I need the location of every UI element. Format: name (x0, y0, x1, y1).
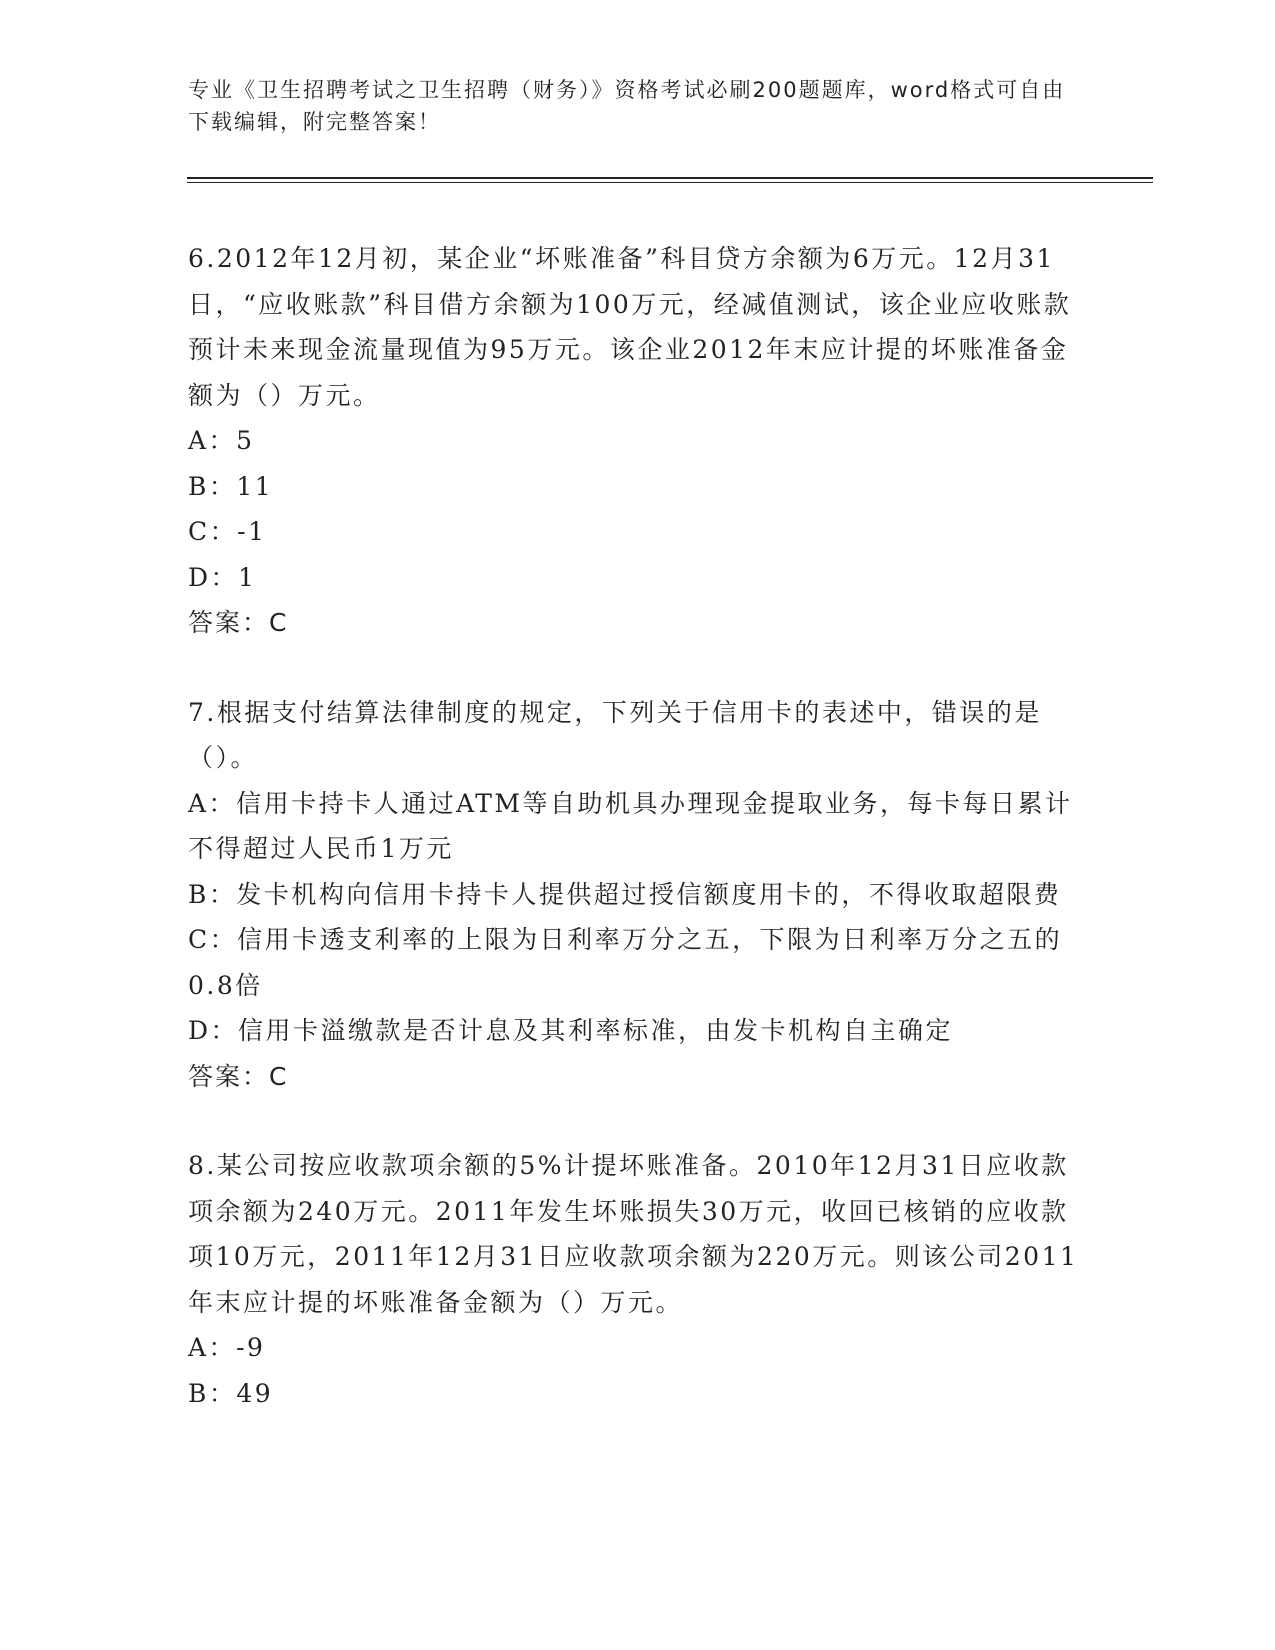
option-key: C： (188, 925, 238, 954)
option-text: -9 (236, 1333, 266, 1362)
question-list (188, 236, 1088, 1460)
option-key: A： (188, 426, 237, 455)
option-text: 信用卡持卡人通过ATM等自助机具办理现金提取业务，每卡每日累计不得超过人民币1万元 (188, 788, 1073, 863)
option-text: 1 (238, 562, 257, 592)
question-7 (188, 690, 1088, 1100)
option-text: 5 (236, 426, 255, 455)
option-b (188, 872, 1088, 918)
option-text: 信用卡透支利率的上限为日利率万分之五，下限为日利率万分之五的0.8倍 (188, 925, 1063, 1000)
question-stem: 7.根据支付结算法律制度的规定，下列关于信用卡的表述中，错误的是（）。 (188, 697, 1042, 772)
answer-line: 答案：C (188, 1061, 289, 1091)
header-divider-thin (187, 182, 1153, 183)
option-key: D： (188, 562, 239, 592)
option-a (188, 1325, 1088, 1371)
question-6 (188, 236, 1088, 646)
option-b (188, 464, 1088, 510)
option-key: C： (188, 517, 238, 546)
header-text: 专业《卫生招聘考试之卫生招聘（财务）》资格考试必刷200题题库，word格式可自由下载编辑，附完整答案！ (188, 78, 1066, 134)
option-d (188, 555, 1088, 601)
question-8 (188, 1143, 1088, 1416)
option-text: 49 (236, 1378, 274, 1408)
question-stem: 6.2012年12月初，某企业“坏账准备”科目贷方余额为6万元。12月31日，“应收账款”科目借方余额为100万元，经减值测试，该企业应收账款预计未来现金流量现值为95万元。该企业2012年末应计提的坏账准备金额为（）万元。 (188, 244, 1072, 410)
option-text: 信用卡溢缴款是否计息及其利率标准，由发卡机构自主确定 (238, 1016, 954, 1045)
option-key: A： (188, 1333, 237, 1362)
option-a (188, 781, 1088, 872)
option-text: 11 (236, 471, 274, 501)
option-text: -1 (237, 517, 267, 546)
option-key: B： (188, 471, 237, 501)
question-stem: 8.某公司按应收款项余额的5%计提坏账准备。2010年12月31日应收款项余额为240万元。2011年发生坏账损失30万元，收回已核销的应收款项10万元，2011年12月31日应收款项余额为220万元。则该公司2011年末应计提的坏账准备金额为（）万元。 (188, 1151, 1079, 1317)
option-text: 发卡机构向信用卡持卡人提供超过授信额度用卡的，不得收取超限费 (236, 879, 1062, 909)
option-a (188, 418, 1088, 464)
option-c (188, 917, 1088, 1008)
answer-line: 答案：C (188, 608, 289, 637)
option-key: B： (188, 879, 237, 909)
document-header (188, 74, 1088, 138)
option-key: B： (188, 1378, 237, 1408)
header-divider-thick (187, 177, 1153, 179)
option-b (188, 1371, 1088, 1417)
option-d (188, 1008, 1088, 1054)
option-key: A： (188, 788, 237, 818)
option-c (188, 509, 1088, 555)
option-key: D： (188, 1016, 239, 1045)
